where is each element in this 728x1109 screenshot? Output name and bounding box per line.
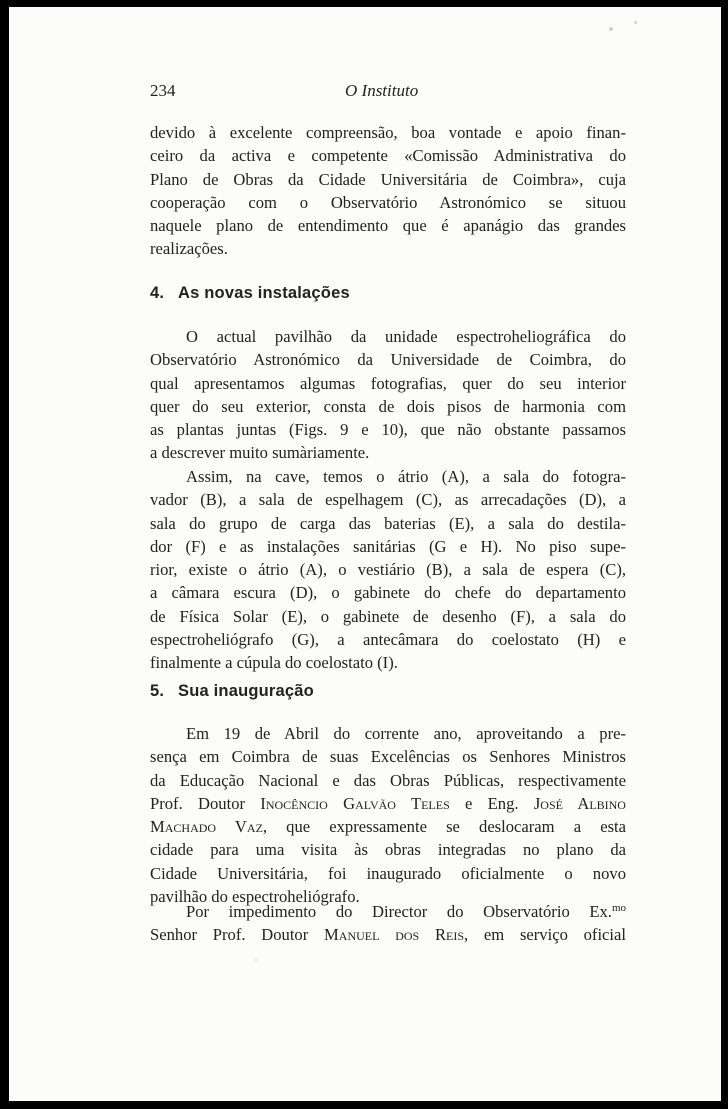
text-line: dor (F) e as instalações sanitárias (G e H). No piso supe- [150, 536, 626, 556]
text-line: Em 19 de Abril do corrente ano, aproveitando a pre- [186, 724, 626, 743]
text-run: Prof. Doutor [150, 793, 246, 813]
text-line: naquele plano de entendimento que é apanágio das grandes [150, 216, 626, 236]
print-speck [609, 27, 613, 31]
person-name: Machado Vaz [150, 817, 263, 837]
text-run: e Eng. [465, 793, 519, 813]
text-line [150, 923, 626, 946]
text-line [150, 815, 626, 838]
text-line: vador (B), a sala de espelhagem (C), as arrecadações (D), a [150, 490, 626, 510]
text-line: cidade para uma visita às obras integradas no plano da [150, 840, 626, 860]
text-line: finalmente a cúpula do coelostato (I). [150, 653, 398, 673]
text-line: Plano de Obras da Cidade Universitária de Coimbra», cuja [150, 169, 626, 189]
text-line: cooperação com o Observatório Astronómico se situou [150, 192, 626, 212]
superscript: mo [611, 902, 626, 914]
text-line: pavilhão do espectroheliógrafo. [150, 887, 360, 907]
print-speck [634, 21, 637, 24]
section-heading-5 [150, 682, 314, 701]
section4-paragraph-1 [150, 325, 626, 465]
text-line: sença em Coimbra de suas Excelências os Senhores Ministros [150, 747, 626, 767]
text-line [150, 792, 626, 815]
person-name: José Albino [533, 793, 626, 813]
person-name: Manuel dos Reis [324, 925, 465, 945]
text-line: da Educação Nacional e das Obras Públicas, respectivamente [150, 770, 626, 790]
text-line: quer do seu exterior, consta de dois pisos de harmonia com [150, 396, 626, 416]
section5-paragraph-2 [150, 900, 626, 947]
print-speck [255, 959, 257, 961]
text-run: , em serviço oficial [464, 925, 627, 945]
running-title: O Instituto [345, 81, 419, 100]
page-header [150, 81, 626, 103]
text-line: ceiro da activa e competente «Comissão Administrativa do [150, 146, 626, 166]
section-title: Sua inauguração [178, 682, 314, 700]
text-line: rior, existe o átrio (A), o vestiário (B), a sala de espera (C), [150, 560, 626, 580]
section-title: As novas instalações [178, 284, 350, 302]
section4-paragraph-2 [150, 465, 626, 675]
book-page [9, 7, 721, 1101]
text-line: O actual pavilhão da unidade espectroheliográfica do [186, 327, 626, 346]
text-line: de Física Solar (E), o gabinete de desenho (F), a sala do [150, 606, 626, 626]
text-line: Observatório Astronómico da Universidade de Coimbra, do [150, 350, 626, 370]
text-line: espectroheliógrafo (G), a antecâmara do coelostato (H) e [150, 630, 626, 650]
section-number: 4. [150, 284, 165, 302]
text-line: devido à excelente compreensão, boa vontade e apoio finan- [150, 123, 626, 142]
section-heading-4 [150, 284, 350, 303]
text-line: realizações. [150, 239, 228, 259]
section5-paragraph-1 [150, 722, 626, 908]
text-line: Assim, na cave, temos o átrio (A), a sala do fotogra- [186, 467, 626, 486]
text-run: Por impedimento do Director do Observatório Ex. [186, 902, 612, 921]
person-name: Inocêncio Galvão Teles [260, 793, 450, 813]
text-line: qual apresentamos algumas fotografias, quer do seu interior [150, 373, 626, 393]
text-line: as plantas juntas (Figs. 9 e 10), que não obstante passamos [150, 420, 626, 440]
text-line: a câmara escura (D), o gabinete do chefe do departamento [150, 583, 626, 603]
section-number: 5. [150, 682, 165, 700]
text-run: Senhor Prof. Doutor [150, 925, 309, 945]
text-line: Cidade Universitária, foi inaugurado oficialmente o novo [150, 863, 626, 883]
text-line: a descrever muito sumàriamente. [150, 443, 370, 463]
text-run: , que expressamente se deslocaram a esta [262, 817, 626, 837]
text-line [150, 900, 626, 923]
text-line: sala do grupo de carga das baterias (E), a sala do destila- [150, 513, 626, 533]
intro-paragraph [150, 121, 626, 261]
page-number: 234 [150, 81, 176, 100]
